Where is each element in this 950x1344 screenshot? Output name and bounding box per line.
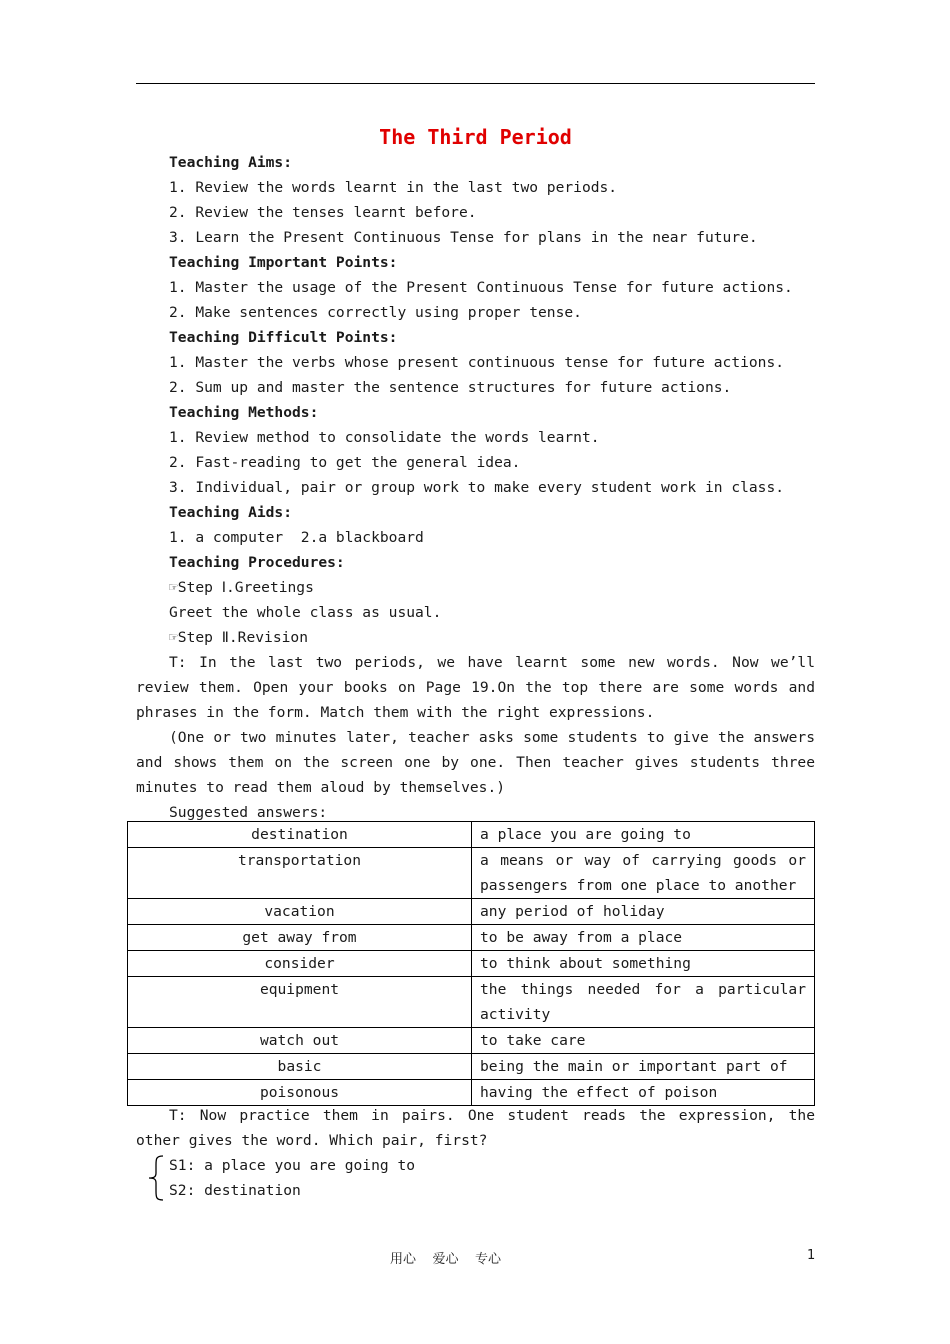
list-item: 3. Individual, pair or group work to make every student work in class.: [169, 479, 785, 496]
step-title: ☞Step Ⅱ.Revision: [169, 629, 308, 646]
section-heading: Teaching Difficult Points:: [169, 329, 398, 346]
list-item: 2. Make sentences correctly using proper tense.: [169, 304, 582, 321]
table-cell-word: transportation: [128, 848, 472, 899]
list-item: 1. Review method to consolidate the words learnt.: [169, 429, 600, 446]
table-cell-word: basic: [128, 1054, 472, 1080]
table-row: [128, 977, 815, 1028]
dialog-s1-text: : a place you are going to: [186, 1157, 416, 1174]
table-cell-definition: a place you are going to: [472, 822, 815, 848]
header-rule: [136, 83, 815, 84]
table-row: [128, 848, 815, 899]
step-title: ☞Step Ⅰ.Greetings: [169, 579, 314, 596]
speaker-s2: S2: [169, 1182, 187, 1199]
section-heading: Teaching Aids:: [169, 504, 293, 521]
answers-table: [127, 821, 815, 1106]
page-title: The Third Period: [379, 125, 572, 149]
speaker-s1: S1: [169, 1157, 187, 1174]
table-cell-definition: a means or way of carrying goods or passengers from one place to another: [472, 848, 815, 899]
document-body: [136, 150, 815, 825]
table-cell-word: destination: [128, 822, 472, 848]
list-item: 2. Sum up and master the sentence structures for future actions.: [169, 379, 732, 396]
list-item: 1. Master the verbs whose present continuous tense for future actions.: [169, 354, 785, 371]
page-number: 1: [807, 1248, 816, 1263]
table-cell-definition: being the main or important part of: [472, 1054, 815, 1080]
table-cell-word: get away from: [128, 925, 472, 951]
table-cell-definition: to take care: [472, 1028, 815, 1054]
step-text: Greet the whole class as usual.: [169, 604, 442, 621]
table-cell-definition: to think about something: [472, 951, 815, 977]
table-cell-word: equipment: [128, 977, 472, 1028]
revision-note: (One or two minutes later, teacher asks some students to give the answers and shows them on the screen one by one. Then teacher gives students three minutes to read them aloud by themselves.): [136, 729, 815, 796]
practice-paragraph: T: Now practice them in pairs. One student reads the expression, the other gives the word. Which pair, first?: [136, 1107, 815, 1149]
list-item: 3. Learn the Present Continuous Tense for plans in the near future.: [169, 229, 758, 246]
table-row: [128, 1028, 815, 1054]
list-item: 2. Review the tenses learnt before.: [169, 204, 477, 221]
dialog-line-s1: [146, 1153, 415, 1178]
table-row: [128, 899, 815, 925]
footer-motto: 用心 爱心 专心: [390, 1252, 502, 1267]
list-item: 1. a computer 2.a blackboard: [169, 529, 424, 546]
section-heading: Teaching Methods:: [169, 404, 319, 421]
list-item: 1. Master the usage of the Present Continuous Tense for future actions.: [169, 279, 793, 296]
table-row: [128, 822, 815, 848]
suggested-answers-label: Suggested answers:: [169, 804, 328, 821]
table-cell-word: watch out: [128, 1028, 472, 1054]
table-cell-definition: to be away from a place: [472, 925, 815, 951]
left-brace-icon: [146, 1155, 166, 1201]
table-row: [128, 925, 815, 951]
list-item: 1. Review the words learnt in the last two periods.: [169, 179, 618, 196]
table-row: [128, 1054, 815, 1080]
dialog-block: [146, 1153, 415, 1203]
table-cell-word: vacation: [128, 899, 472, 925]
section-heading: Teaching Aims:: [169, 154, 293, 171]
dialog-s2-text: : destination: [186, 1182, 301, 1199]
dialog-line-s2: [146, 1178, 415, 1203]
table-cell-word: consider: [128, 951, 472, 977]
table-cell-definition: the things needed for a particular activity: [472, 977, 815, 1028]
practice-section: [136, 1103, 815, 1153]
table-row: [128, 1080, 815, 1106]
table-cell-word: poisonous: [128, 1080, 472, 1106]
table-row: [128, 951, 815, 977]
list-item: 2. Fast-reading to get the general idea.: [169, 454, 521, 471]
revision-paragraph: T: In the last two periods, we have learnt some new words. Now we’ll review them. Open your books on Page 19.On the top there are some words and phrases in the form. Match them with the right expressions.: [136, 654, 815, 721]
procedures-heading: Teaching Procedures:: [169, 554, 345, 571]
table-cell-definition: having the effect of poison: [472, 1080, 815, 1106]
section-heading: Teaching Important Points:: [169, 254, 398, 271]
table-cell-definition: any period of holiday: [472, 899, 815, 925]
